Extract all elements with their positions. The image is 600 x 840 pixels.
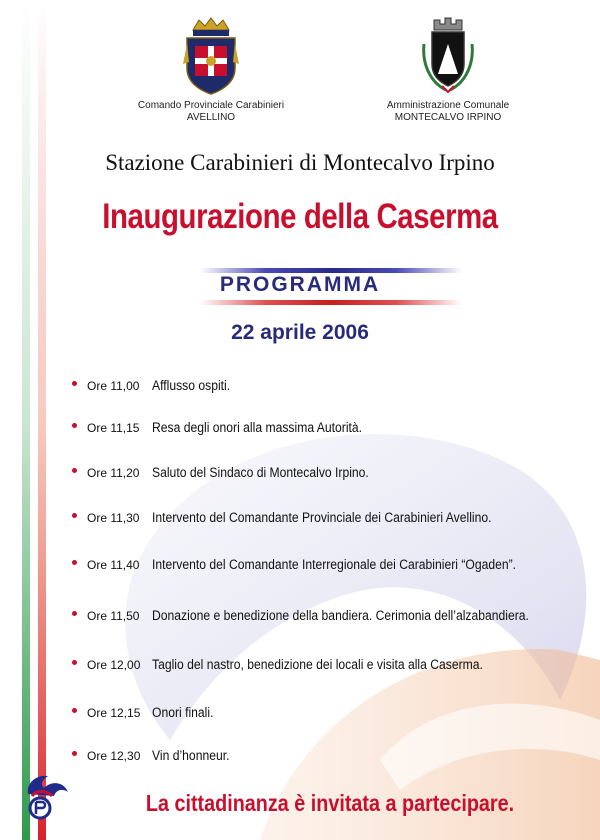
schedule-item	[72, 463, 592, 483]
montecalvo-coat-of-arms-icon	[418, 14, 478, 96]
schedule-item	[72, 418, 592, 438]
schedule-item	[72, 606, 592, 626]
schedule-desc: Donazione e benedizione della bandiera. Cerimonia dell’alzabandiera.	[152, 608, 529, 623]
schedule-time: Ore 12,00	[87, 658, 141, 672]
bullet-icon	[72, 381, 77, 386]
station-heading: Stazione Carabinieri di Montecalvo Irpino	[105, 150, 495, 175]
schedule-desc: Intervento del Comandante Interregionale dei Carabinieri “Ogaden”.	[152, 557, 517, 572]
crest-right-line2: MONTECALVO IRPINO	[394, 112, 502, 123]
schedule-time: Ore 11,00	[87, 379, 140, 393]
schedule-desc: Resa degli onori alla massima Autorità.	[152, 420, 363, 435]
schedule-desc: Vin d’honneur.	[152, 748, 230, 763]
montecalvo-crest	[353, 14, 543, 124]
crest-left-line1: Comando Provinciale Carabinieri	[137, 100, 285, 111]
schedule-time: Ore 12,15	[87, 706, 141, 720]
italian-flag-stripe	[22, 0, 46, 840]
event-date: 22 aprile 2006	[231, 321, 369, 344]
page-title: Inaugurazione della Caserma	[102, 197, 498, 236]
schedule-item	[72, 703, 592, 723]
carabinieri-coat-of-arms-icon	[181, 14, 241, 96]
schedule-desc: Taglio del nastro, benedizione dei locali e visita alla Caserma.	[152, 657, 483, 672]
bullet-icon	[72, 751, 77, 756]
bullet-icon	[72, 513, 77, 518]
schedule-desc: Onori finali.	[152, 705, 214, 720]
crest-right-line1: Amministrazione Comunale	[386, 100, 510, 111]
schedule-item	[72, 746, 592, 766]
schedule-time: Ore 11,40	[87, 558, 140, 572]
schedule-item	[72, 376, 592, 396]
invitation-text: La cittadinanza è invitata a partecipare.	[145, 790, 515, 816]
schedule-time: Ore 11,50	[87, 609, 140, 623]
schedule-desc: Afflusso ospiti.	[152, 378, 231, 393]
schedule-time: Ore 12,30	[87, 749, 141, 763]
bullet-icon	[72, 560, 77, 565]
schedule-desc: Intervento del Comandante Provinciale dei Carabinieri Avellino.	[152, 510, 492, 525]
bullet-icon	[72, 423, 77, 428]
carabinieri-crest	[116, 14, 306, 124]
bullet-icon	[72, 708, 77, 713]
schedule-time: Ore 11,20	[87, 466, 140, 480]
crest-left-line2: AVELLINO	[186, 112, 236, 123]
bullet-icon	[72, 611, 77, 616]
programma-line-bottom	[200, 300, 462, 305]
schedule-time: Ore 11,15	[87, 421, 140, 435]
programma-heading: PROGRAMMA	[219, 273, 381, 296]
bullet-icon	[72, 468, 77, 473]
schedule-desc: Saluto del Sindaco di Montecalvo Irpino.	[152, 465, 369, 480]
schedule-time: Ore 11,30	[87, 511, 140, 525]
schedule-item	[72, 655, 592, 675]
schedule-item	[72, 555, 592, 575]
bullet-icon	[72, 660, 77, 665]
carabinieri-flame-icon	[22, 766, 70, 826]
schedule-item	[72, 508, 592, 528]
